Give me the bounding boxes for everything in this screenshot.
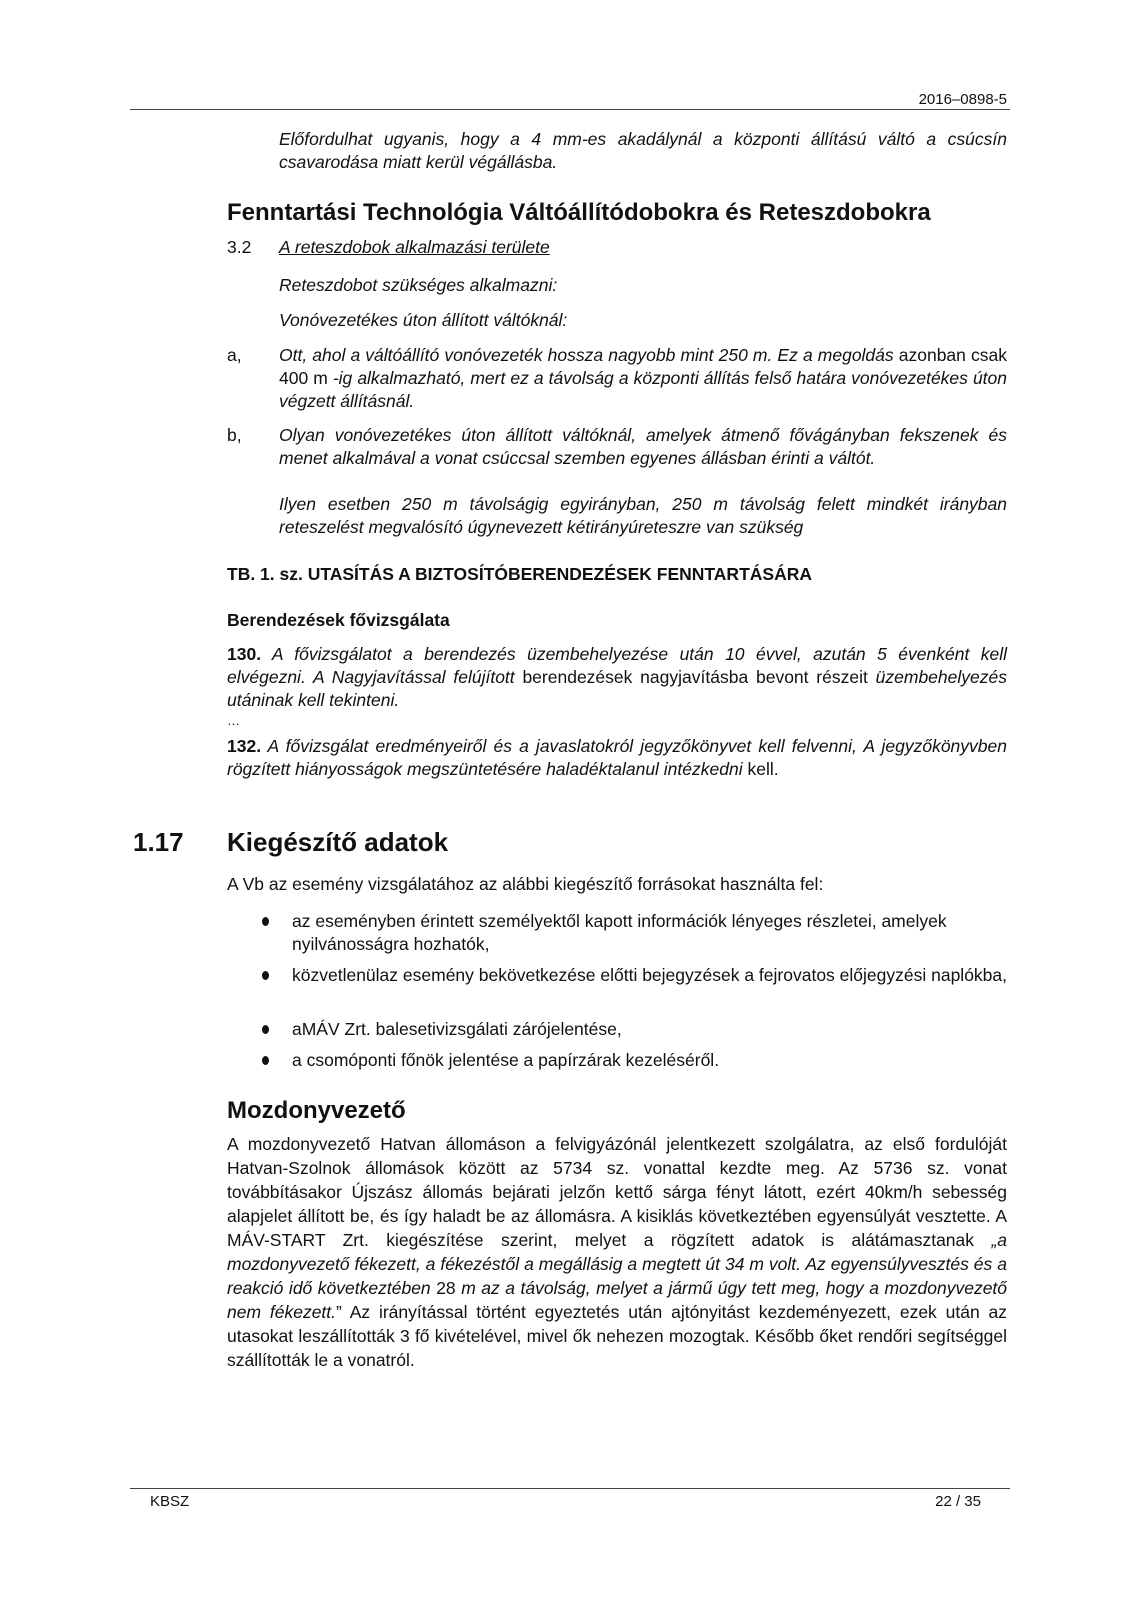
list-item: a csomóponti főnök jelentése a papírzárak kezeléséről.	[292, 1050, 720, 1070]
footer-rule	[130, 1488, 1010, 1489]
paragraph-130	[227, 643, 1007, 712]
list-item: az eseményben érintett személyektől kapott információk lényeges részletei, amelyek nyilvánosságra hozhatók,	[292, 911, 947, 954]
paragraph-text: üzembehelyezés utáninak kell tekinteni.	[227, 667, 1007, 710]
paragraph-132	[227, 735, 1007, 781]
item-text: Ott, ahol a váltóállító vonóvezeték hossza nagyobb mint 250 m. Ez a megoldás	[279, 345, 894, 365]
ellipsis: …	[227, 713, 240, 728]
driver-paragraph	[227, 1132, 1007, 1372]
section-title: Kiegészítő adatok	[227, 827, 449, 857]
page-number: 22 / 35	[935, 1493, 981, 1510]
tech-heading: Fenntartási Technológia Váltóállítódobokra és Reteszdobokra	[227, 199, 931, 226]
section-line: Reteszdobot szükséges alkalmazni:	[279, 275, 558, 295]
header-rule	[130, 109, 1010, 110]
section-number: 3.2	[227, 237, 252, 257]
paragraph-text: A fővizsgálatot a berendezés üzembehelyezése után 10 évvel, azután 5 évenként kell elvégezni. A Nagyjavítással felújított	[227, 644, 1007, 687]
paragraph-text: kell.	[742, 759, 779, 779]
paragraph-text: A fővizsgálat eredményeiről és a javaslatokról jegyzőkönyvet kell felvenni, A jegyzőkönyvben rögzített hiányosságok megszüntetésére haladéktalanul intézkedni	[227, 736, 1007, 779]
section-number: 1.17	[133, 827, 184, 857]
section-title: A reteszdobok alkalmazási területe	[279, 237, 550, 257]
document-id: 2016–0898-5	[918, 91, 1007, 108]
quote-text: „a mozdonyvezető fékezett, a fékezéstől a megállásig a megtett út 34 m volt. Az egyensúlyvesztés és a reakció idő következtében	[227, 1230, 1007, 1298]
list-item	[279, 344, 1007, 413]
item-text: -ig alkalmazható, mert ez a távolság a központi állítás felső határa vonóvezetékes úton végzett állításnál.	[279, 368, 1007, 411]
subsection-title: Mozdonyvezető	[227, 1097, 406, 1124]
list-marker: b,	[227, 425, 242, 445]
item-text: azonban csak 400 m	[279, 345, 1007, 388]
paragraph-text: berendezések nagyjavításba bevont részeit	[514, 667, 868, 687]
section-intro: A Vb az esemény vizsgálatához az alábbi kiegészítő forrásokat használta fel:	[227, 874, 824, 894]
bullet-icon	[262, 917, 269, 926]
paragraph-text: ” Az irányítással történt egyeztetés után ajtónyitást kezdeményezett, ezek után az utasokat leszállították 3 fő kivételével, mivel ők nehezen mozogtak. Később őket rendőri segítséggel szállították le a vonatról.	[227, 1302, 1007, 1370]
bullet-icon	[262, 1025, 269, 1034]
section-line: Vonóvezetékes úton állított váltóknál:	[279, 310, 568, 330]
paragraph-text: 28	[430, 1278, 456, 1298]
paragraph-text: A mozdonyvezető Hatvan állomáson a felvigyázónál jelentkezett szolgálatra, az első fordulóját Hatvan-Szolnok állomások között az 5734 sz. vonattal kezdte meg. Az 5736 sz. vonat továbbításakor Újszász állomás bejárati jelzőn kettő sárga fényt látott, ezért 40km/h sebesség alapjelet állított be, és így haladt be az állomásra. A kisiklás következtében egyensúlyát vesztette. A MÁV-START Zrt. kiegészítése szerint, melyet a rögzített adatok is alátámasztanak	[227, 1134, 1007, 1250]
list-item: Olyan vonóvezetékes úton állított váltóknál, amelyek átmenő fővágányban fekszenek és menet alkalmával a vonat csúccsal szemben egyenes állásban érinti a váltót.	[279, 425, 1007, 468]
bullet-icon	[262, 971, 269, 980]
paragraph-number: 130.	[227, 644, 262, 664]
paragraph-number: 132.	[227, 736, 262, 756]
list-item: közvetlenülaz esemény bekövetkezése előtti bejegyzések a fejrovatos előjegyzési naplókba,	[292, 965, 1008, 985]
tb-subtitle: Berendezések fővizsgálata	[227, 610, 450, 630]
bullet-icon	[262, 1056, 269, 1065]
list-item: aMÁV Zrt. balesetivizsgálati zárójelentése,	[292, 1019, 622, 1039]
list-item: Ilyen esetben 250 m távolságig egyirányban, 250 m távolság felett mindkét irányban reteszelést megvalósító úgynevezett kétirányúreteszre van szükség	[279, 494, 1007, 537]
footer-org: KBSZ	[150, 1493, 190, 1510]
quote-text: m az a távolság, melyet a jármű úgy tett meg, hogy a mozdonyvezető nem fékezett.	[227, 1278, 1008, 1322]
list-marker: a,	[227, 345, 242, 365]
tb-title: TB. 1. sz. UTASÍTÁS A BIZTOSÍTÓBERENDEZÉSEK FENNTARTÁSÁRA	[227, 564, 812, 584]
intro-paragraph: Előfordulhat ugyanis, hogy a 4 mm-es akadálynál a központi állítású váltó a csúcsín csavarodása miatt kerül végállásba.	[279, 129, 1007, 172]
